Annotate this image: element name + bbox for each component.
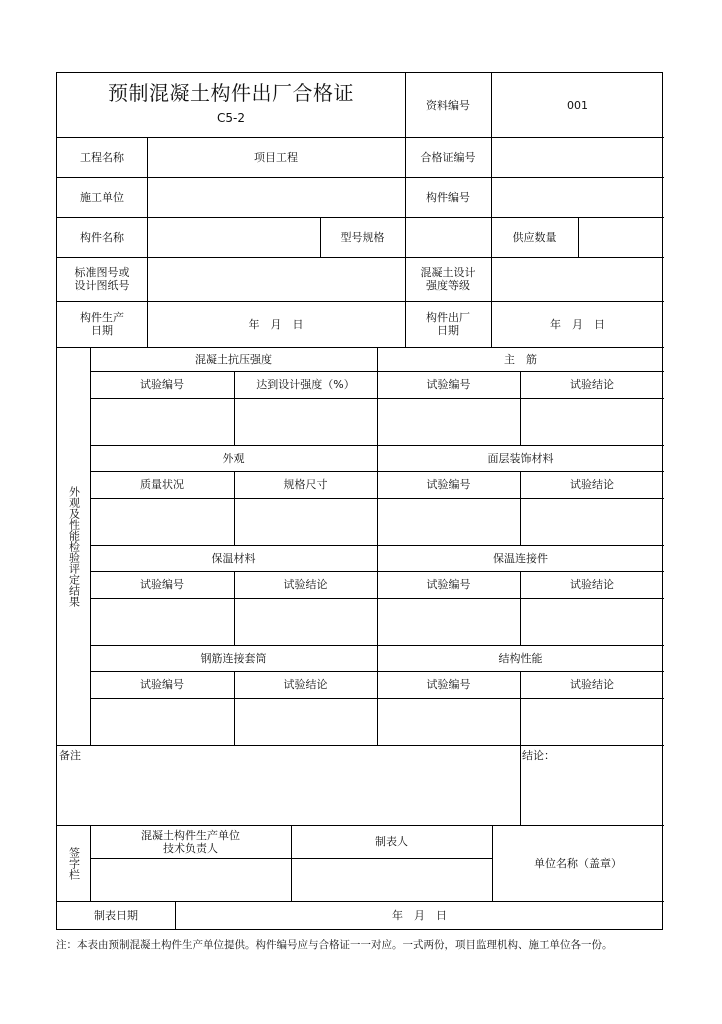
connector-conclusion-label: 试验结论 bbox=[570, 578, 614, 591]
decor-test-no-label: 试验编号 bbox=[426, 478, 471, 491]
doc-no-value[interactable]: 001 bbox=[567, 98, 588, 112]
rebar-test-no-label: 试验编号 bbox=[426, 378, 471, 391]
sleeve-test-no-label: 试验编号 bbox=[140, 678, 184, 691]
rebar-sleeve-header: 钢筋连接套筒 bbox=[200, 651, 267, 665]
dimension-label: 规格尺寸 bbox=[283, 478, 328, 491]
conclusion-cell[interactable] bbox=[520, 745, 664, 825]
prod-date-label: 构件生产 日期 bbox=[80, 311, 124, 337]
table-date-label: 制表日期 bbox=[94, 908, 138, 922]
preparer-signature[interactable] bbox=[291, 858, 492, 901]
concrete-strength-header: 混凝土抗压强度 bbox=[195, 352, 272, 366]
contractor-value[interactable] bbox=[147, 177, 405, 217]
remark-cell[interactable] bbox=[57, 745, 520, 825]
remark-label: 备注 bbox=[59, 749, 81, 762]
footnote: 注：本表由预制混凝土构件生产单位提供。构件编号应与合格证一一对应。一式两份，项目监理机构、施工单位各一份。 bbox=[56, 939, 613, 951]
ship-date-value[interactable]: 年 月 日 bbox=[550, 317, 605, 331]
form-code: C5-2 bbox=[217, 110, 245, 125]
structural-test-no-label: 试验编号 bbox=[426, 678, 471, 691]
prod-date-value[interactable]: 年 月 日 bbox=[248, 317, 304, 331]
form-title: 预制混凝土构件出厂合格证 bbox=[108, 81, 354, 105]
inspection-side-label: 外观及性能检验评定结果 bbox=[67, 485, 81, 607]
signature-side-label-cell bbox=[57, 825, 90, 901]
concrete-grade-value[interactable] bbox=[491, 257, 664, 301]
member-name-label: 构件名称 bbox=[80, 230, 124, 244]
conclusion-label: 结论： bbox=[522, 749, 555, 762]
dimension-value[interactable] bbox=[234, 498, 377, 545]
connector-test-no-label: 试验编号 bbox=[426, 578, 471, 591]
concrete-test-no-value[interactable] bbox=[90, 398, 234, 445]
quality-status-label: 质量状况 bbox=[140, 478, 184, 491]
member-no-value[interactable] bbox=[491, 177, 664, 217]
rebar-test-no-value[interactable] bbox=[377, 398, 520, 445]
main-rebar-header: 主 筋 bbox=[504, 352, 537, 366]
sleeve-conclusion-label: 试验结论 bbox=[283, 678, 328, 691]
project-name-value[interactable]: 项目工程 bbox=[254, 150, 298, 164]
drawing-no-value[interactable] bbox=[147, 257, 405, 301]
sleeve-conclusion-value[interactable] bbox=[234, 698, 377, 745]
preparer-label: 制表人 bbox=[375, 835, 408, 848]
cert-no-value[interactable] bbox=[491, 137, 664, 177]
drawing-no-label: 标准图号或 设计图纸号 bbox=[74, 266, 130, 292]
ship-date-label: 构件出厂 日期 bbox=[426, 311, 470, 337]
insulation-test-no-label: 试验编号 bbox=[140, 578, 184, 591]
design-strength-value[interactable] bbox=[234, 398, 377, 445]
concrete-test-no-label: 试验编号 bbox=[140, 378, 184, 391]
contractor-label: 施工单位 bbox=[80, 190, 124, 204]
project-name-label: 工程名称 bbox=[80, 150, 124, 164]
decor-test-no-value[interactable] bbox=[377, 498, 520, 545]
insulation-conclusion-value[interactable] bbox=[234, 598, 377, 645]
insulation-test-no-value[interactable] bbox=[90, 598, 234, 645]
insulation-conclusion-label: 试验结论 bbox=[283, 578, 328, 591]
rebar-conclusion-label: 试验结论 bbox=[570, 378, 614, 391]
member-name-value[interactable] bbox=[147, 217, 320, 257]
insulation-material-header: 保温材料 bbox=[211, 551, 256, 565]
design-strength-label: 达到设计强度（%） bbox=[256, 378, 355, 391]
quality-status-value[interactable] bbox=[90, 498, 234, 545]
tech-lead-label: 混凝土构件生产单位 技术负责人 bbox=[141, 828, 240, 855]
cert-no-label: 合格证编号 bbox=[420, 150, 476, 164]
signature-side-label: 签字栏 bbox=[67, 846, 81, 880]
structural-conclusion-label: 试验结论 bbox=[570, 678, 614, 691]
insulation-connector-header: 保温连接件 bbox=[493, 551, 548, 565]
certificate-form bbox=[56, 72, 663, 930]
member-no-label: 构件编号 bbox=[426, 190, 470, 204]
connector-conclusion-value[interactable] bbox=[520, 598, 664, 645]
tech-lead-signature[interactable] bbox=[90, 858, 291, 901]
concrete-grade-label: 混凝土设计 强度等级 bbox=[420, 266, 476, 292]
inspection-side-label-cell bbox=[57, 347, 90, 745]
table-date-value[interactable]: 年 月 日 bbox=[392, 908, 447, 922]
model-spec-value[interactable] bbox=[405, 217, 491, 257]
rebar-conclusion-value[interactable] bbox=[520, 398, 664, 445]
model-spec-label: 型号规格 bbox=[340, 230, 385, 244]
unit-seal-label[interactable]: 单位名称（盖章） bbox=[534, 856, 622, 870]
appearance-header: 外观 bbox=[222, 451, 245, 465]
decor-conclusion-value[interactable] bbox=[520, 498, 664, 545]
structural-performance-header: 结构性能 bbox=[498, 651, 543, 665]
sleeve-test-no-value[interactable] bbox=[90, 698, 234, 745]
connector-test-no-value[interactable] bbox=[377, 598, 520, 645]
doc-no-label: 资料编号 bbox=[426, 98, 470, 112]
supply-qty-label: 供应数量 bbox=[512, 230, 557, 244]
surface-decor-header: 面层装饰材料 bbox=[487, 451, 554, 465]
supply-qty-value[interactable] bbox=[578, 217, 664, 257]
structural-test-no-value[interactable] bbox=[377, 698, 520, 745]
structural-conclusion-value[interactable] bbox=[520, 698, 664, 745]
decor-conclusion-label: 试验结论 bbox=[570, 478, 614, 491]
